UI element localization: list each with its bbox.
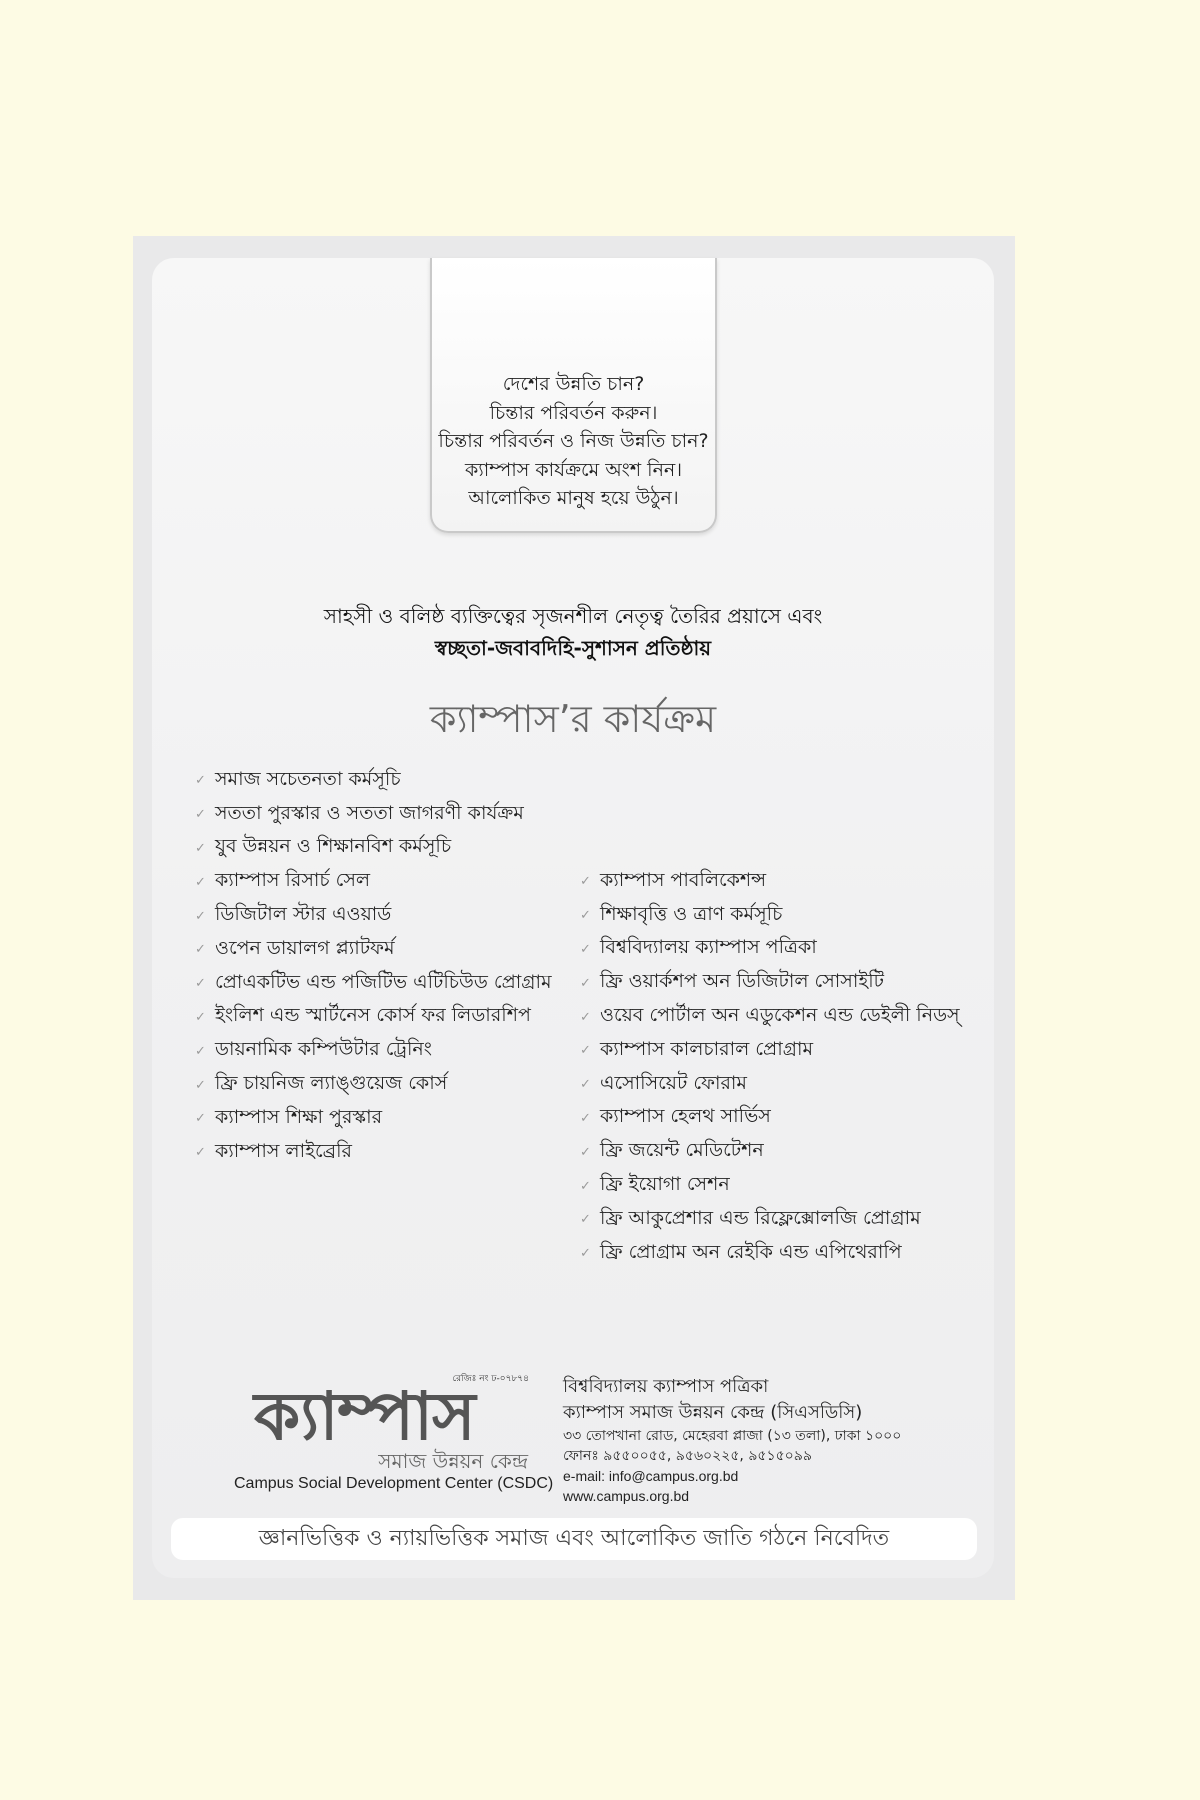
program-item [580,933,960,967]
program-item [580,1000,960,1034]
program-label: ফ্রি চায়নিজ ল্যাঙ্গুয়েজ কোর্স [215,1072,448,1095]
check-icon: ✓ [580,1246,591,1262]
contact-email[interactable]: e-mail: info@campus.org.bd [563,1468,739,1484]
program-label: ক্যাম্পাস হেলথ সার্ভিস [600,1105,771,1128]
check-icon: ✓ [195,942,206,958]
program-item [580,1237,960,1271]
check-icon: ✓ [580,1212,591,1228]
program-item [580,1102,960,1136]
check-icon: ✓ [195,1145,206,1161]
contact-website[interactable]: www.campus.org.bd [563,1488,690,1504]
contact-block [563,1374,901,1506]
tagline-box [430,258,717,533]
program-label: প্রোএকটিভ এন্ড পজিটিভ এটিচিউড প্রোগ্রাম [215,970,552,993]
check-icon: ✓ [580,1178,591,1194]
check-icon: ✓ [580,941,591,957]
check-icon: ✓ [580,1043,591,1059]
program-label: সততা পুরস্কার ও সততা জাগরণী কার্যক্রম [215,801,524,824]
tagline-line: আলোকিত মানুষ হয়ে উঠুন। [468,487,679,509]
program-item [195,865,552,899]
program-item [195,967,552,1001]
subtitle [152,600,994,664]
check-icon: ✓ [195,807,206,823]
check-icon: ✓ [195,1043,206,1059]
program-item [195,764,552,798]
programs-right-list [580,865,960,1271]
logo-english: Campus Social Development Center (CSDC) [234,1475,554,1492]
program-label: ফ্রি আকুপ্রেশার এন্ড রিফ্লেক্সোলজি প্রোগ্রাম [600,1206,921,1229]
check-icon: ✓ [195,773,206,789]
check-icon: ✓ [580,1144,591,1160]
check-icon: ✓ [580,874,591,890]
program-item [580,865,960,899]
program-label: ফ্রি ওয়ার্কশপ অন ডিজিটাল সোসাইটি [600,970,885,993]
program-item [195,832,552,866]
program-label: বিশ্ববিদ্যালয় ক্যাম্পাস পত্রিকা [600,936,817,959]
check-icon: ✓ [580,1077,591,1093]
page-title: ক্যাম্পাস’র কার্যক্রম [429,697,717,741]
program-item [195,1001,552,1035]
program-label: ক্যাম্পাস পাবলিকেশন্স [600,868,767,891]
campus-logo [234,1371,554,1496]
check-icon: ✓ [195,874,206,890]
check-icon: ✓ [580,1009,591,1025]
program-item [580,899,960,933]
tagline-line: চিন্তার পরিবর্তন ও নিজ উন্নতি চান? [438,430,709,452]
program-item [580,1068,960,1102]
program-item [580,1135,960,1169]
program-label: ডিজিটাল স্টার এওয়ার্ড [215,903,392,926]
program-label: ওপেন ডায়ালগ প্ল্যাটফর্ম [215,936,395,959]
program-label: ক্যাম্পাস রিসার্চ সেল [215,869,371,892]
program-item [195,1102,552,1136]
check-icon: ✓ [195,908,206,924]
contact-line1: বিশ্ববিদ্যালয় ক্যাম্পাস পত্রিকা [563,1376,769,1397]
program-label: এসোসিয়েট ফোরাম [600,1071,747,1094]
program-label: ক্যাম্পাস লাইব্রেরি [215,1139,353,1162]
program-label: ক্যাম্পাস কালচারাল প্রোগ্রাম [600,1037,813,1060]
check-icon: ✓ [580,975,591,991]
footer-slogan: জ্ঞানভিত্তিক ও ন্যায়ভিত্তিক সমাজ এবং আলোকিত জাতি গঠনে নিবেদিত [171,1518,977,1560]
tagline-line: ক্যাম্পাস কার্যক্রমে অংশ নিন। [464,458,683,481]
check-icon: ✓ [195,1077,206,1093]
tagline-line: চিন্তার পরিবর্তন করুন। [489,401,658,424]
program-item [195,1034,552,1068]
program-item [580,1034,960,1068]
program-label: ইংলিশ এন্ড স্মার্টনেস কোর্স ফর লিডারশিপ [215,1004,531,1027]
program-item [195,1068,552,1102]
program-label: সমাজ সচেতনতা কর্মসূচি [215,767,401,790]
subtitle-line-1: সাহসী ও বলিষ্ঠ ব্যক্তিত্বের সৃজনশীল নেতৃত্ব তৈরির প্রয়াসে এবং [323,604,823,628]
program-label: ফ্রি ইয়োগা সেশন [600,1173,730,1196]
check-icon: ✓ [195,840,206,856]
contact-address: ৩৩ তোপখানা রোড, মেহেরবা প্লাজা (১৩ তলা), ঢাকা ১০০০ [563,1428,902,1444]
tagline-line: দেশের উন্নতি চান? [502,373,645,395]
program-item [580,1169,960,1203]
program-label: শিক্ষাবৃত্তি ও ত্রাণ কর্মসূচি [600,902,783,925]
check-icon: ✓ [195,976,206,992]
program-label: যুব উন্নয়ন ও শিক্ষানবিশ কর্মসূচি [215,835,452,858]
logo-reg-no: রেজিঃ নং ঢ-০৭৮৭৪ [452,1374,529,1384]
program-label: ফ্রি প্রোগ্রাম অন রেইকি এন্ড এপিথেরাপি [600,1240,902,1263]
check-icon: ✓ [580,1110,591,1126]
check-icon: ✓ [580,908,591,924]
contact-line2: ক্যাম্পাস সমাজ উন্নয়ন কেন্দ্র (সিএসডিসি) [563,1402,863,1423]
subtitle-line-2: স্বচ্ছতা-জবাবদিহি-সুশাসন প্রতিষ্ঠায় [434,636,712,660]
logo-tag: সমাজ উন্নয়ন কেন্দ্র [378,1449,528,1473]
program-item [195,1136,552,1170]
check-icon: ✓ [195,1009,206,1025]
program-item [195,899,552,933]
logo-name: ক্যাম্পাস [254,1378,475,1455]
program-label: ক্যাম্পাস শিক্ষা পুরস্কার [215,1105,383,1128]
program-label: ফ্রি জয়েন্ট মেডিটেশন [600,1139,764,1162]
program-label: ওয়েব পোর্টাল অন এডুকেশন এন্ড ডেইলী নিডস্ [600,1004,960,1027]
program-item [580,966,960,1000]
program-item [580,1203,960,1237]
check-icon: ✓ [195,1111,206,1127]
program-item [195,798,552,832]
program-label: ডায়নামিক কম্পিউটার ট্রেনিং [215,1038,432,1061]
program-item [195,933,552,967]
programs-left-list [195,764,552,1170]
contact-phone: ফোনঃ ৯৫৫০০৫৫, ৯৫৬০২২৫, ৯৫১৫০৯৯ [563,1448,812,1464]
